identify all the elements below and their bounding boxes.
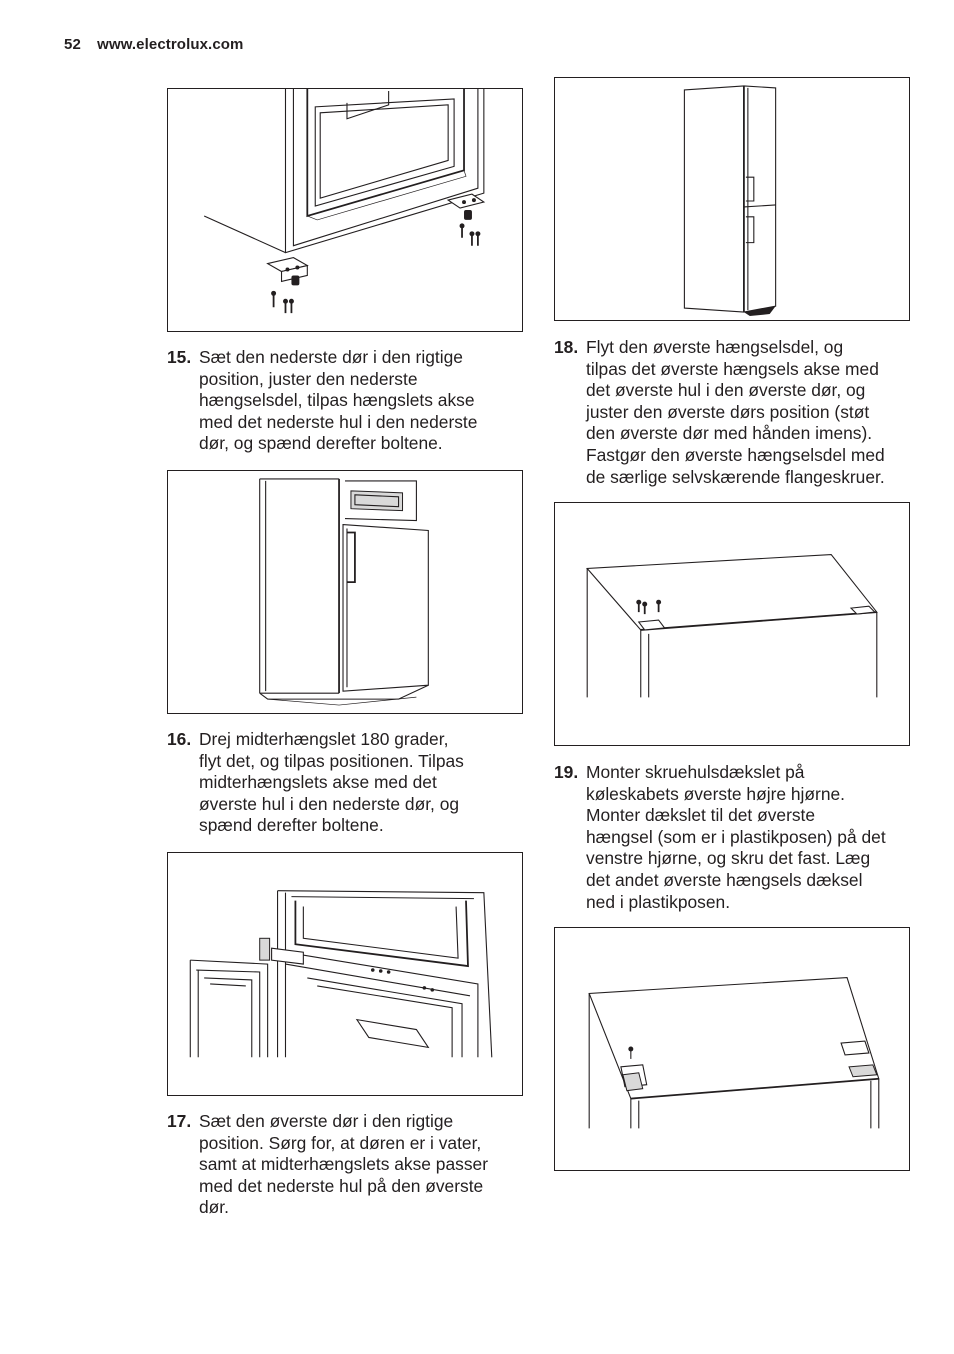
figure-full-fridge — [554, 77, 910, 321]
step-text: Flyt den øverste hængselsdel, og tilpas det øverste hængsels akse med det øverste hul i den øverste dør, og juster den øverste dørs position (støt den øverste dør med hånden imens). Fastgør den øverste hængselsdel med de særlige selvskærende flangeskruer. — [586, 337, 885, 487]
figure-bottom-hinge — [167, 88, 523, 332]
figure-top-hinge — [554, 502, 910, 746]
step-16 — [167, 729, 527, 839]
website-url: www.electrolux.com — [97, 36, 244, 53]
page-header — [64, 36, 243, 53]
figure-middle-hinge — [167, 852, 523, 1096]
step-number: 16. — [167, 729, 192, 749]
step-text: Drej midterhængslet 180 grader, flyt det, og tilpas positionen. Tilpas midterhængslets akse med det øverste hul i den nederste dør, og spænd derefter boltene. — [199, 729, 464, 836]
step-number: 18. — [554, 337, 579, 357]
step-19 — [554, 762, 924, 914]
step-number: 17. — [167, 1111, 192, 1131]
figure-hinge-cover — [554, 927, 910, 1171]
page-number: 52 — [64, 36, 81, 53]
step-text: Monter skruehulsdækslet på køleskabets øverste højre hjørne. Monter dækslet til det øverste hængsel (som er i plastikposen) på det venstre hjørne, og skru det fast. Læg det andet øverste hængsels dæksel ned i plastikposen. — [586, 762, 886, 912]
step-number: 19. — [554, 762, 579, 782]
step-text: Sæt den nederste dør i den rigtige position, juster den nederste hængselsdel, tilpas hængslets akse med det nederste hul i den nederste dør, og spænd derefter boltene. — [199, 347, 478, 454]
figure-lower-door — [167, 470, 523, 714]
step-17 — [167, 1111, 527, 1221]
step-18 — [554, 337, 924, 489]
step-number: 15. — [167, 347, 192, 367]
step-15 — [167, 347, 527, 457]
step-text: Sæt den øverste dør i den rigtige position. Sørg for, at døren er i vater, samt at midterhængslets akse passer med det nederste hul på den øverste dør. — [199, 1111, 489, 1218]
